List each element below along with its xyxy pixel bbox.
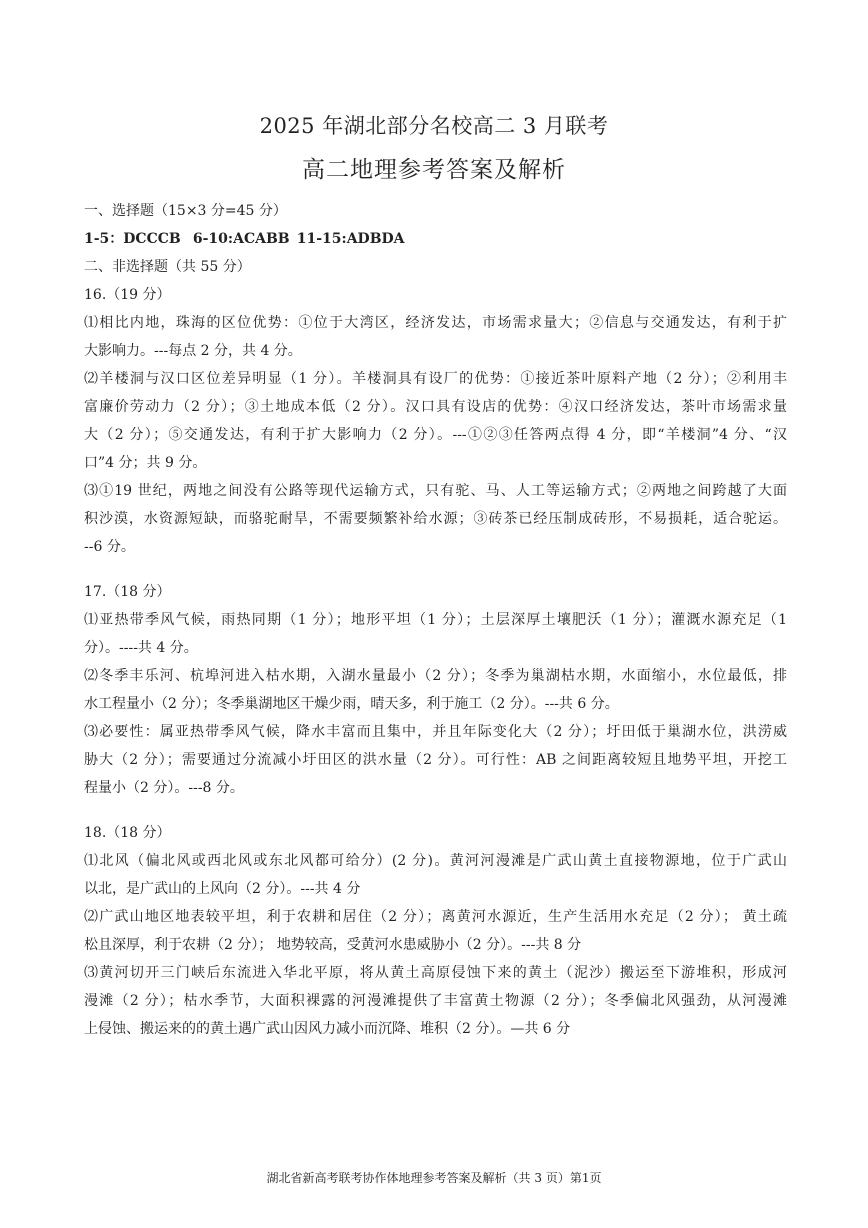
question-17-title: 17.（18 分）	[84, 584, 171, 600]
question-17-line: ⑵冬季丰乐河、杭埠河进入枯水期，入湖水量最小（2 分）；冬季为巢湖枯水期，水面缩小，水位最低，排	[84, 668, 787, 684]
answers-1-5: 1-5：DCCCB	[84, 231, 181, 247]
question-18-line: ⑴北风（偏北风或西北风或东北风都可给分）(2 分)。黄河河漫滩是广武山黄土直接物源地，位于广武山	[84, 853, 787, 869]
question-16-line: 富廉价劳动力（2 分）；③土地成本低（2 分）。汉口具有设店的优势：④汉口经济发达，茶叶市场需求量	[84, 399, 787, 415]
question-16-line: ⑵羊楼洞与汉口区位差异明显（1 分）。羊楼洞具有设厂的优势：①接近茶叶原料产地（2 分）；②利用丰	[84, 371, 787, 387]
question-18-line: 松且深厚，利于农耕（2 分）； 地势较高，受黄河水患威胁小（2 分）。---共 8 分	[84, 937, 582, 953]
question-18-line: 以北，是广武山的上风向（2 分）。---共 4 分	[84, 881, 361, 897]
question-16-line: 口”4 分；共 9 分。	[84, 455, 207, 471]
answer-content	[84, 197, 787, 1043]
question-17-line: 程量小（2 分）。---8 分。	[84, 780, 244, 796]
question-17-line: 分）。----共 4 分。	[84, 640, 198, 656]
choice-answers	[84, 225, 787, 253]
section-heading-nonchoice: 二、非选择题（共 55 分）	[84, 259, 251, 275]
answers-6-10: 6-10:ACABB	[192, 231, 290, 247]
question-17-line: ⑶必要性：属亚热带季风气候，降水丰富而且集中，并且年际变化大（2 分）；圩田低于巢湖水位，洪涝威	[84, 724, 787, 740]
page-footer: 湖北省新高考联考协作体地理参考答案及解析（共 3 页）第1页	[266, 1171, 602, 1185]
question-18-line: ⑵广武山地区地表较平坦，利于农耕和居住（2 分）；离黄河水源近，生产生活用水充足（2 分）； 黄土疏	[84, 909, 787, 925]
question-16-line: ⑶①19 世纪，两地之间没有公路等现代运输方式，只有驼、马、人工等运输方式；②两地之间跨越了大面	[84, 483, 787, 499]
section-heading-choice: 一、选择题（15×3 分=45 分）	[84, 203, 287, 219]
question-16-title: 16.（19 分）	[84, 287, 171, 303]
question-18-title: 18.（18 分）	[84, 825, 171, 841]
question-16-line: 大影响力。---每点 2 分，共 4 分。	[84, 343, 302, 359]
question-17-line: 胁大（2 分）；需要通过分流减小圩田区的洪水量（2 分）。可行性：AB 之间距离较短且地势平坦，开挖工	[84, 752, 787, 768]
section-spacer	[84, 802, 787, 819]
question-16-line: --6 分。	[84, 539, 135, 555]
document-subtitle: 高二地理参考答案及解析	[302, 157, 566, 183]
question-16-line: 积沙漠，水资源短缺，而骆驼耐旱，不需要频繁补给水源；③砖茶已经压制成砖形，不易损耗，适合驼运。	[84, 511, 787, 527]
question-16-line: ⑴相比内地，珠海的区位优势：①位于大湾区，经济发达，市场需求量大；②信息与交通发达，有利于扩	[84, 315, 787, 331]
question-16-line: 大（2 分）；⑤交通发达，有利于扩大影响力（2 分）。---①②③任答两点得 4 分，即“羊楼洞”4 分、“汉	[84, 427, 787, 443]
answers-11-15: 11-15:ADBDA	[296, 231, 405, 247]
question-18-line: ⑶黄河切开三门峡后东流进入华北平原，将从黄土高原侵蚀下来的黄土（泥沙）搬运至下游堆积，形成河	[84, 965, 787, 981]
question-18-line: 上侵蚀、搬运来的的黄土遇广武山因风力减小而沉降、堆积（2 分）。—共 6 分	[84, 1021, 571, 1037]
section-spacer	[84, 561, 787, 578]
question-18-line: 漫滩（2 分）；枯水季节，大面积裸露的河漫滩提供了丰富黄土物源（2 分）；冬季偏北风强劲，从河漫滩	[84, 993, 787, 1009]
question-17-line: ⑴亚热带季风气候，雨热同期（1 分）；地形平坦（1 分）；土层深厚土壤肥沃（1 分）；灌溉水源充足（1	[84, 612, 787, 628]
question-17-line: 水工程量小（2 分）；冬季巢湖地区干燥少雨，晴天多，利于施工（2 分）。---共 6 分。	[84, 696, 619, 712]
document-title: 2025 年湖北部分名校高二 3 月联考	[259, 114, 609, 138]
